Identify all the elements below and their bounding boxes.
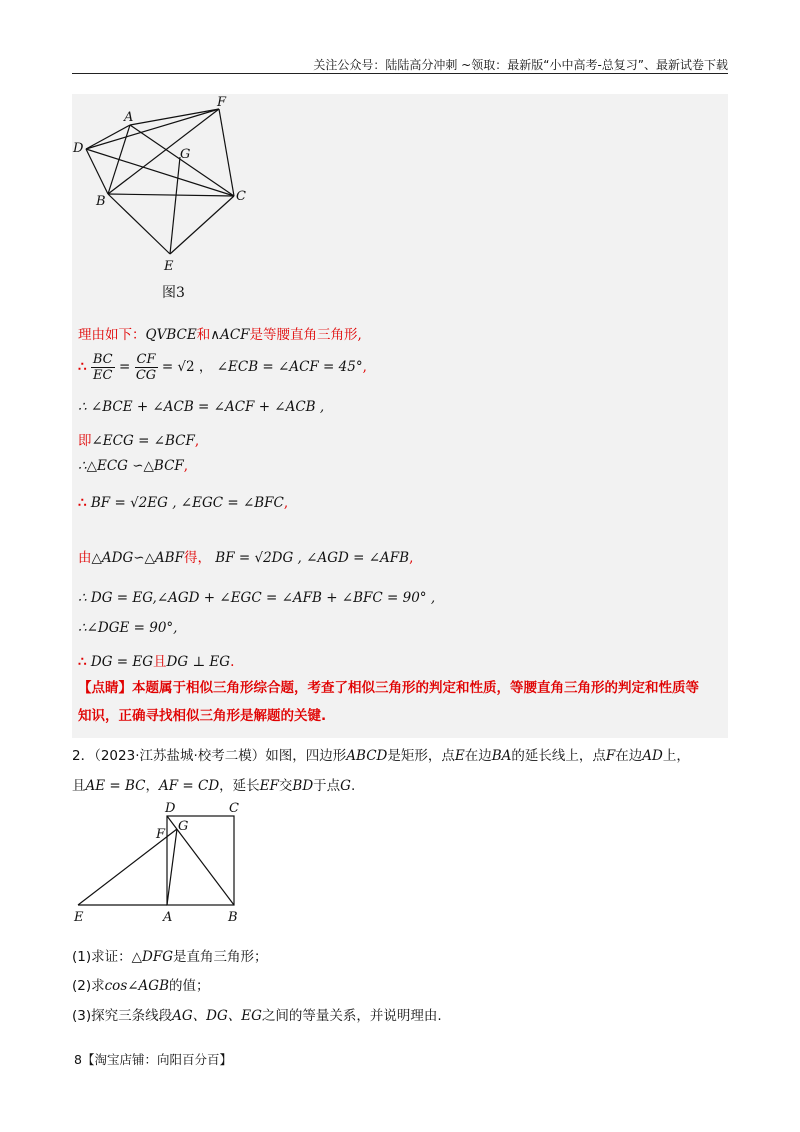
- figure-3-caption: 图3: [162, 285, 185, 301]
- text: (2)求: [72, 978, 105, 994]
- comma: ,: [409, 550, 414, 566]
- therefore-symbol: ∴: [78, 359, 87, 375]
- solution-line-1: [78, 323, 362, 343]
- seg-DB: [86, 149, 108, 194]
- fraction-denominator: CG: [135, 368, 157, 383]
- namely-word: 即: [78, 433, 92, 449]
- text: (1)求证：: [72, 949, 132, 965]
- dg-equals-eg: DG = EG: [90, 654, 154, 670]
- note-line-2: 知识，正确寻找相似三角形是解题的关键.: [78, 708, 327, 724]
- solution-line-9: ∴∠DGE = 90°,: [78, 620, 178, 636]
- seg-BC: [108, 194, 234, 196]
- question-1: [72, 945, 267, 965]
- text: 交: [278, 778, 293, 794]
- dg-perp-eg: DG ⊥ EG: [166, 654, 231, 670]
- text: 于点: [313, 778, 341, 794]
- therefore-symbol: ∴: [78, 495, 87, 511]
- seg-DC: [86, 149, 234, 196]
- text: 是矩形，点: [387, 748, 455, 764]
- label-B: B: [96, 194, 106, 209]
- comma: ,: [194, 433, 200, 449]
- text: 之间的等量关系，并说明理由.: [261, 1008, 442, 1024]
- math-ef: EF: [259, 778, 279, 794]
- question-3: [72, 1004, 442, 1024]
- solution-line-4: [78, 429, 199, 449]
- label-F: F: [217, 95, 227, 110]
- text: 上，: [662, 748, 690, 764]
- angle-ecg-bcf: ∠ECG = ∠BCF: [91, 433, 195, 449]
- solution-line-3: ∴ ∠BCE + ∠ACB = ∠ACF + ∠ACB ,: [78, 399, 325, 415]
- solution-line-10: [78, 650, 234, 670]
- seg-BE: [108, 194, 170, 254]
- text: 2．（2023·江苏盐城·校考二模）如图，四边形: [72, 748, 347, 764]
- bf-eg-relation: BF = √2EG , ∠EGC = ∠BFC: [90, 495, 284, 511]
- seg-DF: [86, 109, 219, 149]
- label-E: E: [164, 259, 174, 274]
- text: .: [350, 778, 356, 794]
- solution-line-5: [78, 458, 188, 474]
- label-G: G: [180, 147, 191, 162]
- math-f: F: [605, 748, 616, 764]
- problem-2-line-1: [72, 744, 690, 764]
- page-header: 关注公众号：陆陆高分冲刺 ~领取：最新版“小中高考-总复习”、最新试卷下载: [313, 58, 728, 72]
- from-word: 由: [78, 550, 92, 566]
- comma: ,: [283, 495, 289, 511]
- math-segments: AG、DG、EG: [172, 1008, 262, 1024]
- math-ae-bc: AE = BC: [85, 778, 146, 794]
- solution-line-8: ∴ DG = EG,∠AGD + ∠EGC = ∠AFB + ∠BFC = 90° ,: [78, 590, 436, 606]
- solution-box: [72, 94, 728, 738]
- page-footer: 8【淘宝店铺：向阳百分百】: [74, 1052, 232, 1067]
- fraction-numerator: BC: [92, 352, 113, 367]
- note-line-1: 【点睛】本题属于相似三角形综合题，考查了相似三角形的判定和性质，等腰直角三角形的判定和性质等: [78, 680, 699, 696]
- triangle-bce: QVBCE: [145, 327, 197, 343]
- label-A: A: [124, 110, 134, 125]
- math-ba: BA: [491, 748, 512, 764]
- comma: ,: [183, 458, 189, 474]
- label-G: G: [178, 819, 189, 834]
- label-B: B: [228, 910, 238, 925]
- label-D: D: [165, 801, 176, 816]
- text: 且: [72, 778, 86, 794]
- seg-CE: [170, 196, 234, 254]
- text: 在边: [464, 748, 492, 764]
- figure-3-diagram: [72, 94, 272, 284]
- label-A: A: [163, 910, 173, 925]
- text: 是直角三角形；: [172, 949, 268, 965]
- get-word: 得，: [183, 550, 211, 566]
- text: 的值；: [169, 978, 210, 994]
- solution-line-7: [78, 546, 413, 566]
- seg-FC: [219, 109, 234, 196]
- similar-adg-abf: △ADG∽△ABF: [91, 550, 184, 566]
- text: ，: [145, 778, 159, 794]
- angle-equality: ∠ECB = ∠ACF = 45°: [216, 359, 363, 375]
- problem-2-diagram: [72, 800, 252, 925]
- label-C: C: [229, 801, 239, 816]
- therefore-symbol: ∴: [78, 654, 87, 670]
- math-af-cd: AF = CD: [159, 778, 220, 794]
- math-abcd: ABCD: [346, 748, 388, 764]
- solution-line-2: [78, 352, 367, 383]
- seg-AG: [167, 829, 177, 905]
- and-word: 且: [153, 654, 167, 670]
- solution-line-6: [78, 495, 288, 511]
- and-word: 和: [196, 327, 211, 343]
- math-g: G: [340, 778, 351, 794]
- math-bd: BD: [292, 778, 314, 794]
- text: (3)探究三条线段: [72, 1008, 173, 1024]
- text: ，延长: [219, 778, 260, 794]
- text: 的延长线上，点: [511, 748, 606, 764]
- bf-dg-relation: BF = √2DG , ∠AGD = ∠AFB: [215, 550, 410, 566]
- note-remark: [78, 674, 724, 730]
- label-E: E: [74, 910, 84, 925]
- label-F: F: [156, 827, 166, 842]
- question-2: [72, 974, 210, 994]
- similar-triangles: ∴△ECG ∽△BCF: [78, 458, 184, 474]
- label-C: C: [236, 189, 246, 204]
- math-cos-agb: cos∠AGB: [104, 978, 170, 994]
- sqrt-two-value: = √2 ，: [161, 359, 213, 375]
- fraction-cf-cg: [135, 352, 158, 383]
- text: 在边: [615, 748, 643, 764]
- math-e: E: [454, 748, 465, 764]
- triangle-acf: ∧ACF: [210, 327, 250, 343]
- isosceles-right-text: 是等腰直角三角形,: [249, 327, 362, 343]
- label-D: D: [73, 141, 84, 156]
- fraction-numerator: CF: [136, 352, 156, 367]
- header-divider: [72, 73, 728, 74]
- problem-2-line-2: [72, 774, 355, 794]
- equals-sign: =: [118, 359, 131, 375]
- period: .: [230, 654, 235, 670]
- math-triangle-dfg: △DFG: [131, 949, 173, 965]
- reason-label: 理由如下：: [78, 327, 146, 343]
- comma: ,: [362, 359, 367, 375]
- fraction-bc-ec: [91, 352, 115, 383]
- fraction-denominator: EC: [93, 368, 113, 383]
- math-ad: AD: [642, 748, 663, 764]
- seg-GE: [170, 157, 180, 254]
